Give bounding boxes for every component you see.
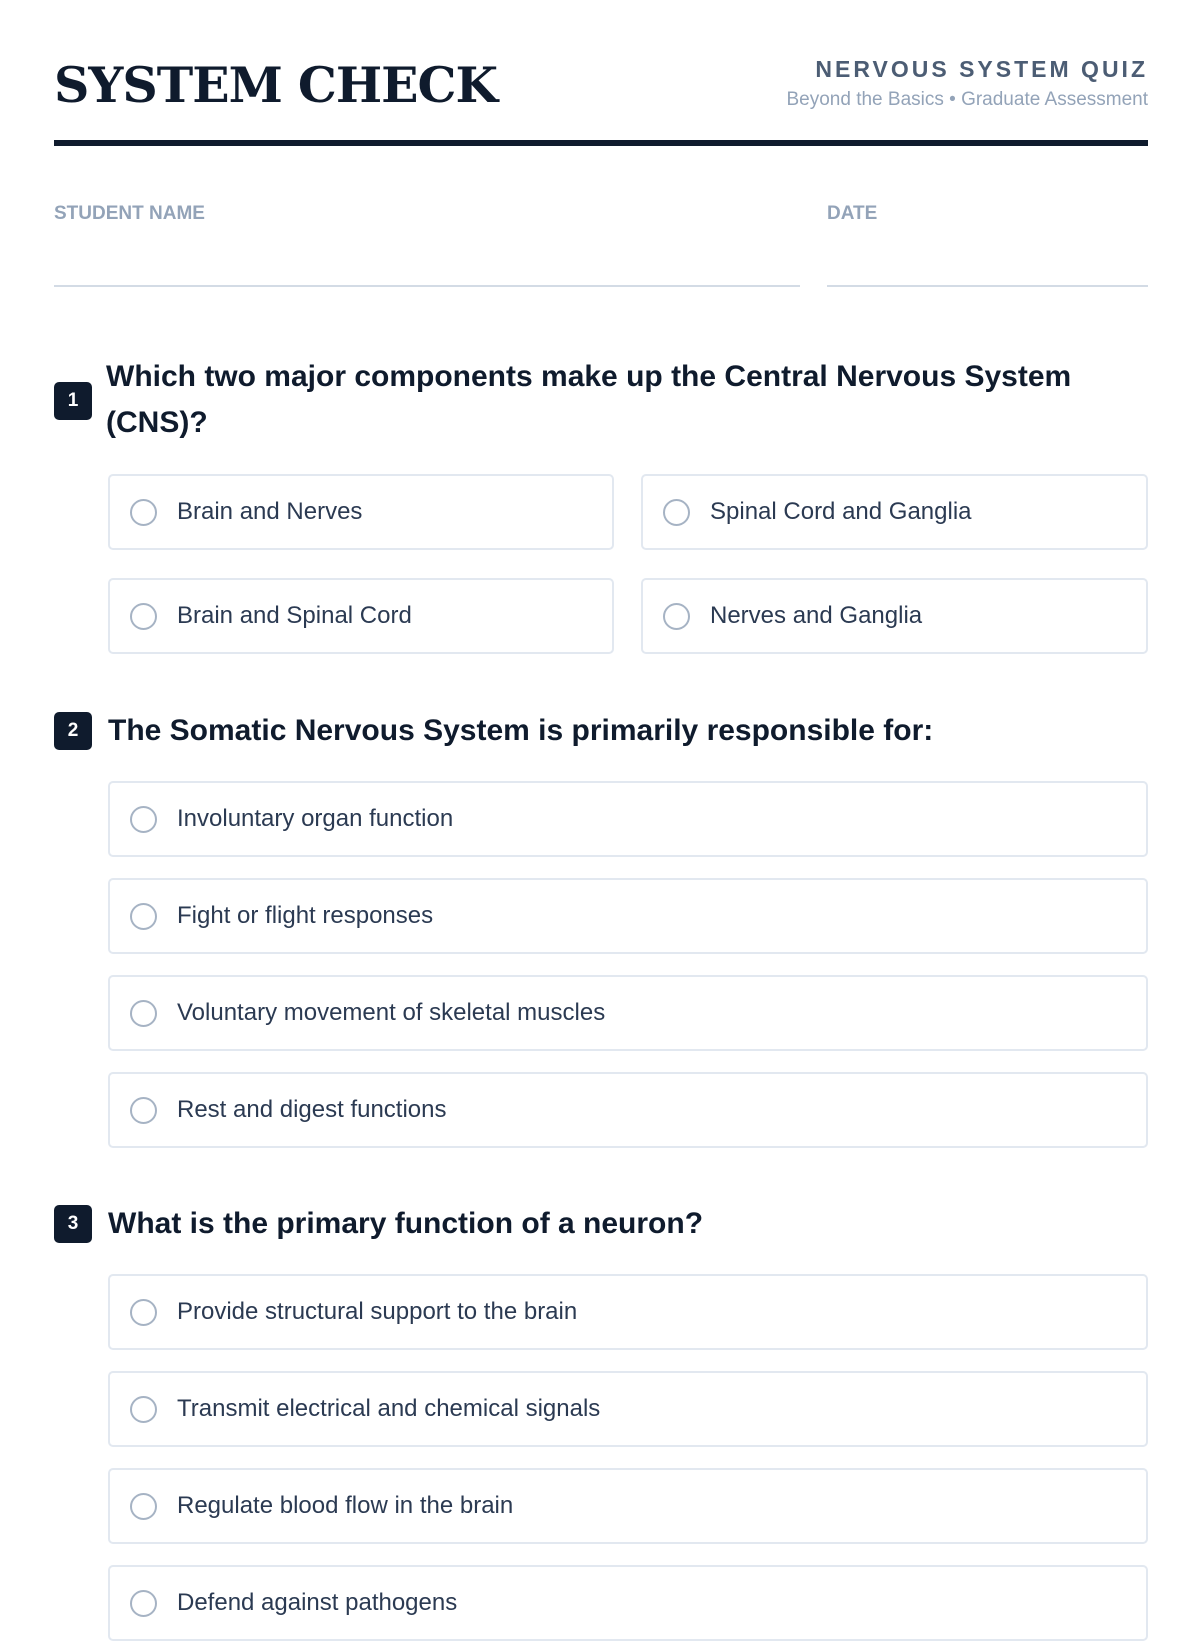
radio-button[interactable] [130, 603, 157, 630]
radio-button[interactable] [130, 1396, 157, 1423]
page-title: SYSTEM CHECK [54, 56, 498, 114]
option-label: Provide structural support to the brain [177, 1298, 578, 1325]
question-number-badge: 3 [54, 1205, 92, 1243]
question-3-text: What is the primary function of a neuron? [108, 1207, 704, 1240]
q3-option-c[interactable] [108, 1468, 1148, 1544]
radio-button[interactable] [130, 1493, 157, 1520]
question-1-text-line2: (CNS)? [106, 406, 208, 439]
radio-button[interactable] [130, 1000, 157, 1027]
option-label: Regulate blood flow in the brain [177, 1492, 514, 1519]
radio-button[interactable] [130, 1097, 157, 1124]
option-label: Transmit electrical and chemical signals [177, 1395, 601, 1422]
q1-option-b[interactable] [641, 474, 1148, 550]
radio-button[interactable] [663, 603, 690, 630]
question-number-badge: 2 [54, 712, 92, 750]
q1-option-c[interactable] [108, 578, 614, 654]
radio-button[interactable] [130, 1590, 157, 1617]
question-1-text-line1: Which two major components make up the Central Nervous System [106, 360, 1072, 393]
q3-option-b[interactable] [108, 1371, 1148, 1447]
q3-option-d[interactable] [108, 1565, 1148, 1641]
radio-button[interactable] [130, 499, 157, 526]
q1-option-d[interactable] [641, 578, 1148, 654]
option-label: Defend against pathogens [177, 1589, 458, 1616]
q2-option-d[interactable] [108, 1072, 1148, 1148]
student-name-label: STUDENT NAME [54, 203, 205, 224]
option-label: Fight or flight responses [177, 902, 434, 929]
radio-button[interactable] [130, 903, 157, 930]
date-label: DATE [827, 203, 878, 224]
date-field[interactable] [827, 285, 1148, 287]
q1-option-a[interactable] [108, 474, 614, 550]
radio-button[interactable] [663, 499, 690, 526]
header-divider [54, 140, 1148, 146]
radio-button[interactable] [130, 806, 157, 833]
option-label: Brain and Nerves [177, 498, 363, 525]
radio-button[interactable] [130, 1299, 157, 1326]
option-label: Nerves and Ganglia [710, 602, 923, 629]
question-number-badge: 1 [54, 382, 92, 420]
q2-option-a[interactable] [108, 781, 1148, 857]
option-label: Brain and Spinal Cord [177, 602, 412, 629]
quiz-header [54, 52, 1148, 146]
q3-option-a[interactable] [108, 1274, 1148, 1350]
option-label: Voluntary movement of skeletal muscles [177, 999, 606, 1026]
option-label: Rest and digest functions [177, 1096, 447, 1123]
quiz-subtitle: Beyond the Basics • Graduate Assessment [786, 89, 1148, 110]
quiz-name: NERVOUS SYSTEM QUIZ [815, 56, 1148, 82]
question-2-text: The Somatic Nervous System is primarily responsible for: [108, 714, 934, 747]
option-label: Spinal Cord and Ganglia [710, 498, 972, 525]
q2-option-b[interactable] [108, 878, 1148, 954]
option-label: Involuntary organ function [177, 805, 454, 832]
q2-option-c[interactable] [108, 975, 1148, 1051]
student-name-field[interactable] [54, 285, 800, 287]
